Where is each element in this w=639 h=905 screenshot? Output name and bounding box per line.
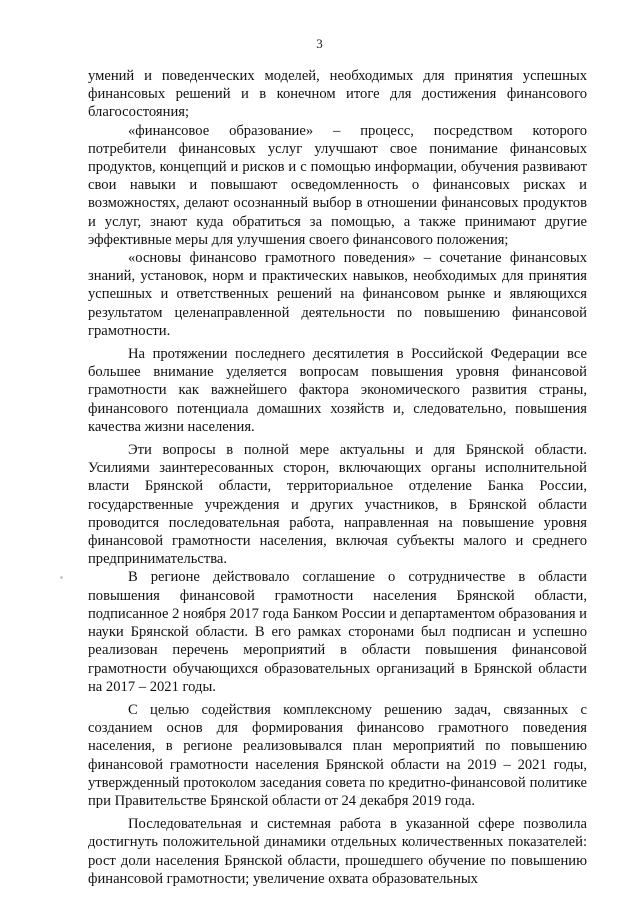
paragraph-financial-behavior-definition: «основы финансово грамотного поведения» – сочетание финансовых знаний, установок, норм и практических навыков, необходимых для принятия успешных и ответственных решений на финансовом рынке и являющихся результатом целенаправленной деятельности по повышению финансовой грамотности. [88, 250, 587, 339]
paragraph-federal-context: На протяжении последнего десятилетия в Российской Федерации все большее внимание уделяется вопросам повышения уровня финансовой грамотности как важнейшего фактора экономического развития страны, финансового потенциала домашних хозяйств и, следовательно, повышения качества жизни населения. [88, 346, 587, 435]
page-number: 3 [316, 36, 323, 51]
paragraph-financial-education-definition: «финансовое образование» – процесс, посредством которого потребители финансовых услуг улучшают свое понимание финансовых продуктов, концепций и рисков и с помощью информации, обучения развивают свои навыки и повышают осведомленность о финансовых рисках и возможностях, делают осознанный выбор в отношении финансовых продуктов и услуг, знают куда обратиться за помощью, а также принимают другие эффективные меры для улучшения своего финансового положения; [88, 122, 587, 248]
paragraph-action-plan: С целью содействия комплексному решению задач, связанных с созданием основ для формирования финансово грамотного поведения населения, в регионе реализовывался план мероприятий по повышению финансовой грамотности населения Брянской области на 2019 – 2021 годы, утвержденный протоколом заседания совета по кредитно-финансовой политике при Правительстве Брянской области от 24 декабря 2019 года. [88, 701, 587, 809]
paragraph-cooperation-agreement: В регионе действовало соглашение о сотрудничестве в области повышения финансовой грамотности населения Брянской области, подписанное 2 ноября 2017 года Банком России и департаментом образования и науки Брянской области. В его рамках сторонами был подписан и успешно реализован перечень мероприятий в области повышения финансовой грамотности обучающихся образовательных организаций в Брянской области на 2017 – 2021 годы. [88, 569, 587, 695]
paragraph-results: Последовательная и системная работа в указанной сфере позволила достигнуть положительной динамики отдельных количественных показателей: рост доли населения Брянской области, прошедшего обучение по повышению финансовой грамотности; увеличение охвата образовательных [88, 816, 587, 887]
paragraph-bryansk-region: Эти вопросы в полной мере актуальны и для Брянской области. Усилиями заинтересованных сторон, включающих органы исполнительной власти Брянской области, территориальное отделение Банка России, государственные учреждения и других участников, в Брянской области проводится последовательная работа, направленная на повышение уровня финансовой грамотности населения, включая субъекты малого и среднего предпринимательства. [88, 442, 587, 568]
document-body [88, 67, 587, 888]
scan-artifact-dot [60, 576, 63, 579]
paragraph-continuation: умений и поведенческих моделей, необходимых для принятия успешных финансовых решений и в конечном итоге для достижения финансового благосостояния; [88, 68, 587, 121]
